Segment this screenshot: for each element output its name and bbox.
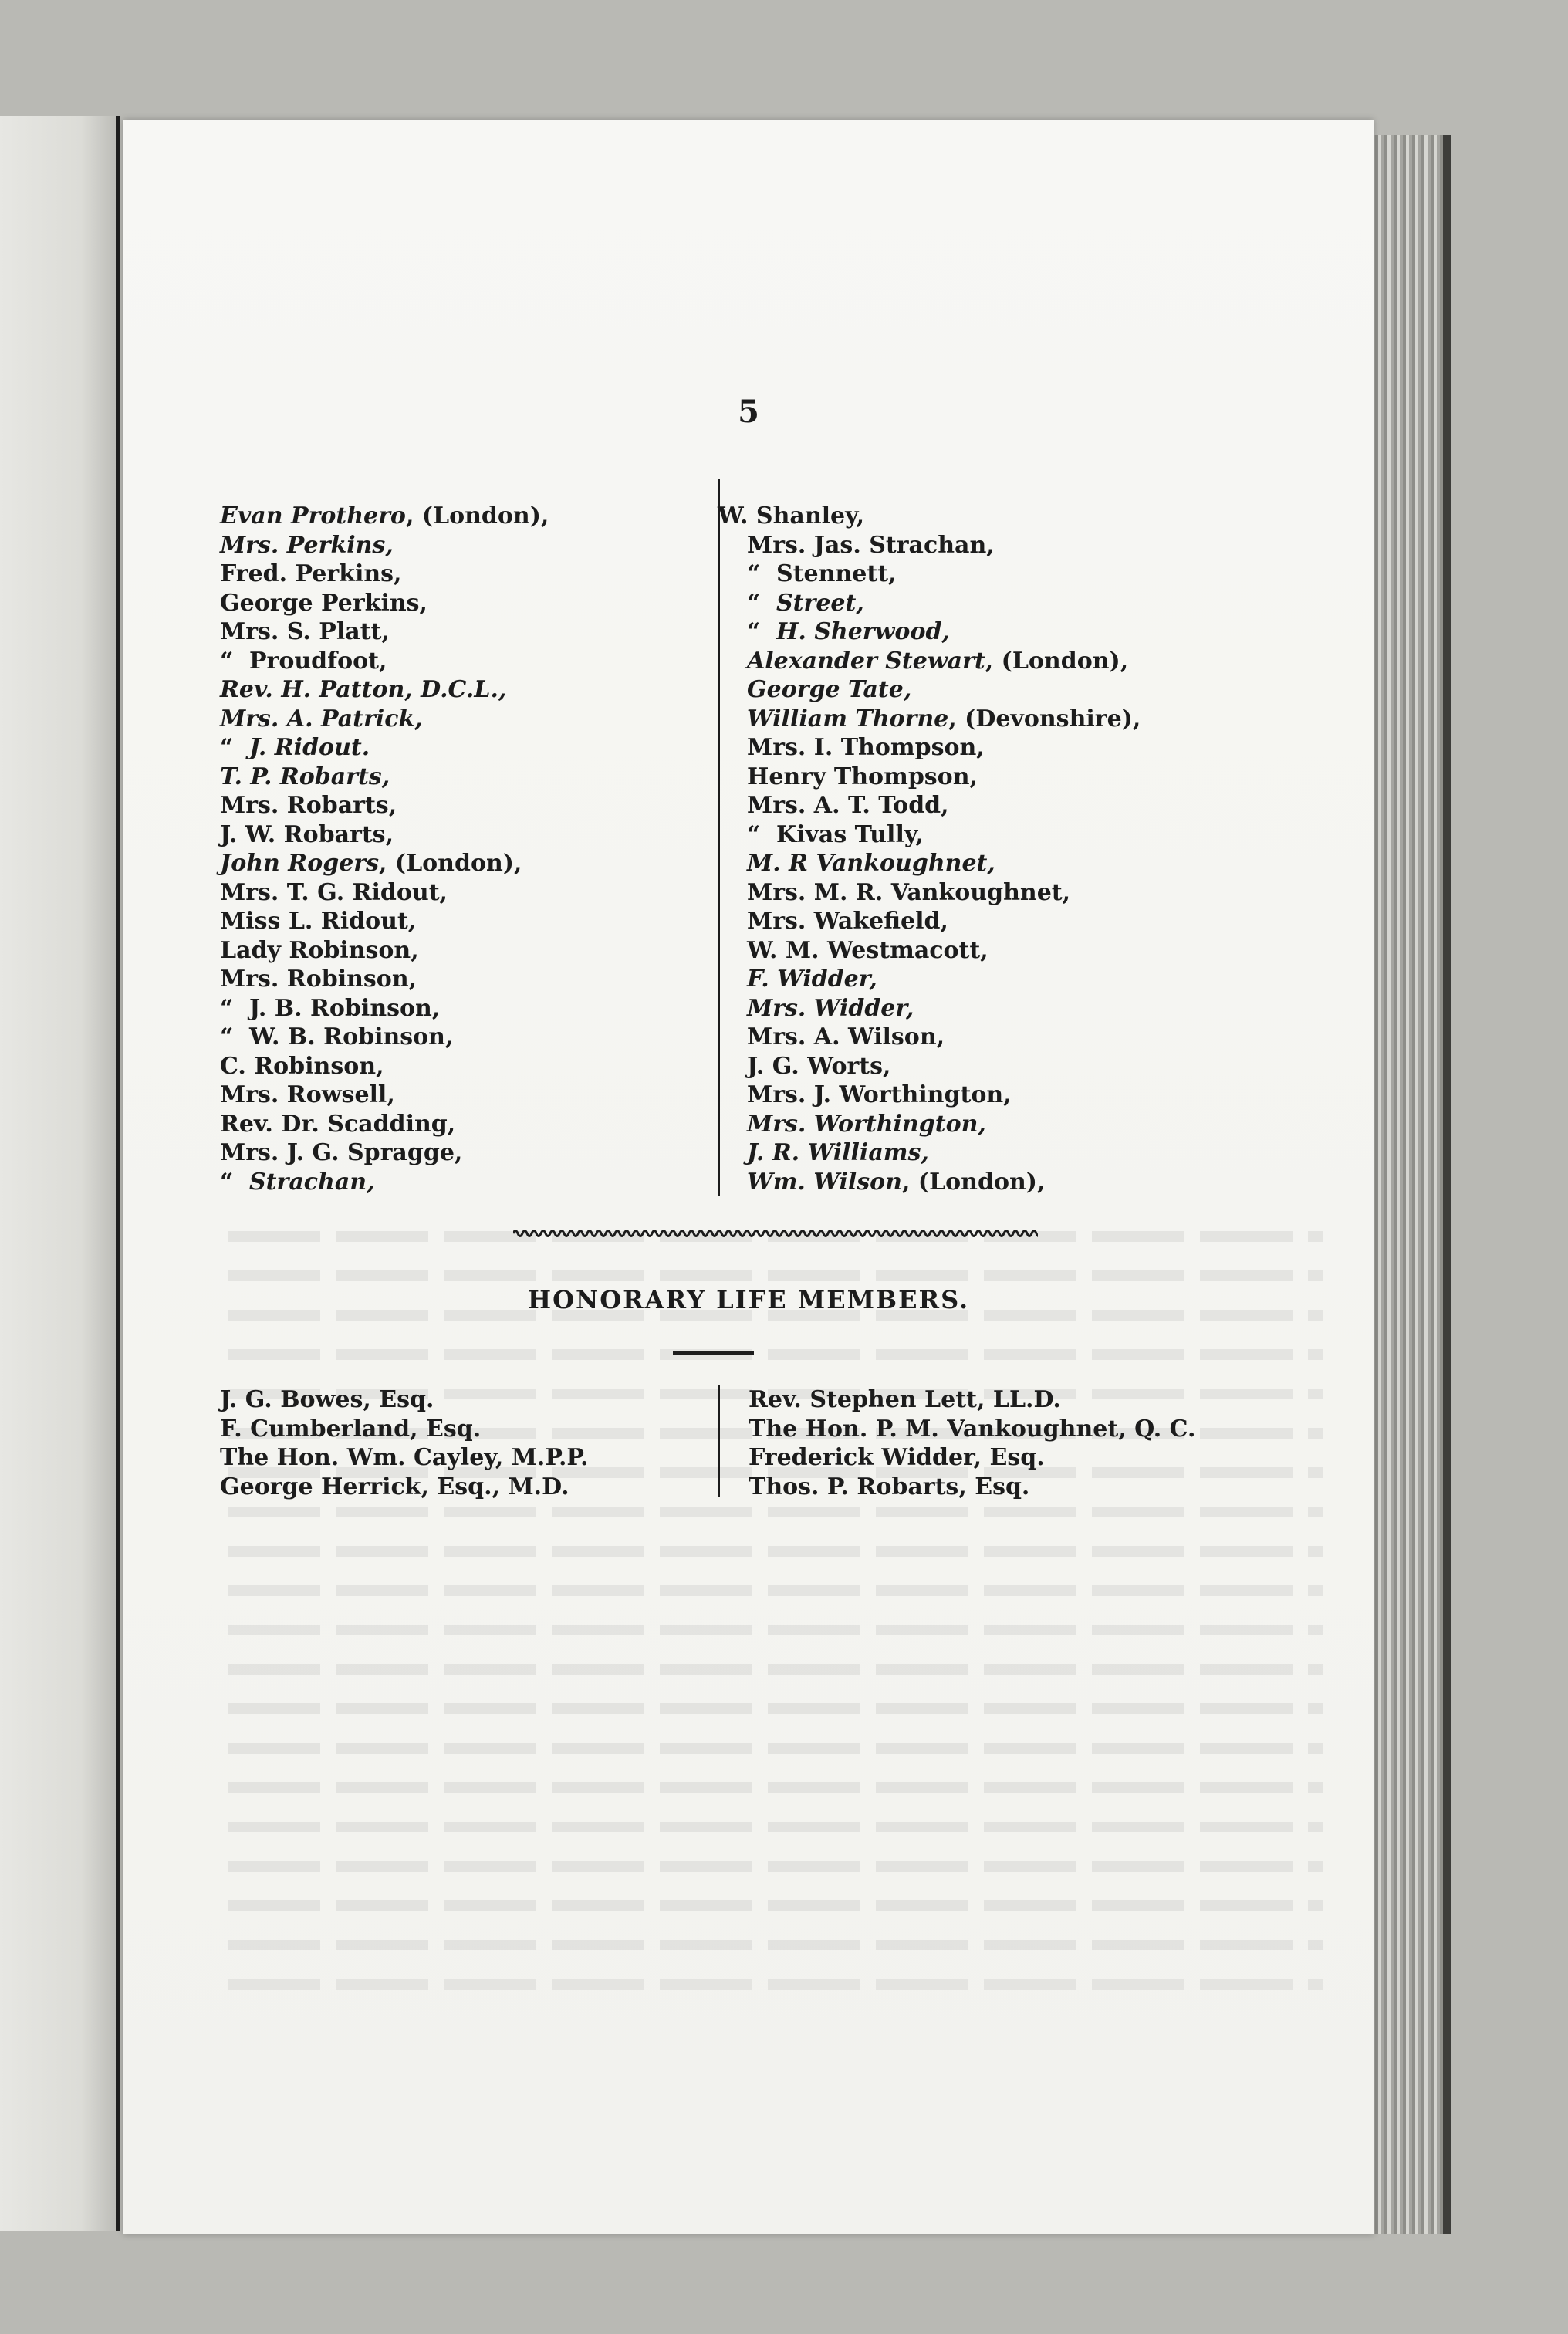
member-name: Mrs. A. Patrick, bbox=[220, 705, 423, 732]
member-entry bbox=[718, 589, 1141, 618]
facing-page-edge bbox=[0, 116, 120, 2231]
member-name: T. P. Robarts, bbox=[220, 763, 390, 790]
members-list-left bbox=[220, 502, 549, 1196]
member-entry bbox=[718, 675, 1141, 705]
member-name: Mrs. J. Worthington, bbox=[747, 1081, 1012, 1108]
member-entry bbox=[718, 733, 1141, 763]
member-name: Mrs. Wakefield, bbox=[747, 908, 948, 935]
member-name: George Perkins, bbox=[220, 589, 428, 617]
member-entry bbox=[718, 936, 1141, 966]
show-through-line bbox=[228, 1743, 1323, 1754]
member-entry bbox=[718, 965, 1141, 994]
member-location: , (London), bbox=[902, 1168, 1046, 1196]
show-through-line bbox=[228, 1349, 1323, 1360]
ditto-mark: “ bbox=[220, 1168, 234, 1196]
section-title: HONORARY LIFE MEMBERS. bbox=[527, 1285, 970, 1314]
ditto-mark: “ bbox=[747, 589, 761, 617]
member-name: M. R Vankoughnet, bbox=[747, 850, 995, 877]
member-entry bbox=[220, 965, 549, 994]
member-entry bbox=[718, 502, 1141, 531]
member-entry bbox=[718, 763, 1141, 792]
show-through-line bbox=[228, 1861, 1323, 1872]
member-name: Proudfoot, bbox=[249, 647, 387, 675]
page-number: 5 bbox=[738, 394, 759, 430]
member-entry bbox=[718, 1138, 1141, 1168]
member-name: Mrs. J. G. Spragge, bbox=[220, 1139, 463, 1166]
member-entry bbox=[718, 1168, 1141, 1197]
honorary-member-entry: Thos. P. Robarts, Esq. bbox=[749, 1473, 1030, 1500]
honorary-member-entry: J. G. Bowes, Esq. bbox=[220, 1386, 434, 1413]
member-entry bbox=[220, 675, 549, 705]
member-entry bbox=[718, 878, 1141, 908]
member-entry bbox=[718, 1023, 1141, 1052]
show-through-line bbox=[228, 1664, 1323, 1675]
member-location: , (London), bbox=[985, 647, 1129, 675]
member-name: Alexander Stewart bbox=[747, 647, 985, 675]
member-entry bbox=[220, 502, 549, 531]
member-name: Mrs. Widder, bbox=[747, 994, 914, 1022]
member-entry bbox=[220, 531, 549, 560]
member-entry bbox=[220, 820, 549, 850]
member-name: H. Sherwood, bbox=[776, 618, 950, 645]
show-through-line bbox=[228, 1822, 1323, 1832]
ditto-mark: “ bbox=[220, 1023, 234, 1050]
member-entry bbox=[220, 994, 549, 1023]
member-entry bbox=[220, 560, 549, 589]
ditto-mark: “ bbox=[220, 994, 234, 1022]
member-location: , (Devonshire), bbox=[948, 705, 1141, 732]
member-entry bbox=[718, 647, 1141, 676]
member-name: Mrs. Jas. Strachan, bbox=[747, 531, 995, 559]
member-entry bbox=[718, 1081, 1141, 1110]
show-through-line bbox=[228, 1507, 1323, 1517]
honorary-column-divider bbox=[718, 1385, 720, 1497]
member-entry bbox=[220, 1023, 549, 1052]
member-location: , (London), bbox=[378, 850, 522, 877]
member-name: William Thorne bbox=[747, 705, 949, 732]
member-entry bbox=[718, 994, 1141, 1023]
member-entry bbox=[220, 936, 549, 966]
member-entry bbox=[718, 849, 1141, 878]
member-name: W. M. Westmacott, bbox=[747, 936, 988, 964]
member-entry bbox=[718, 531, 1141, 560]
member-name: Mrs. Perkins, bbox=[220, 531, 394, 559]
show-through-line bbox=[228, 1703, 1323, 1714]
member-entry bbox=[220, 1138, 549, 1168]
document-page bbox=[123, 120, 1374, 2234]
member-entry bbox=[718, 907, 1141, 936]
wavy-ornament-rule bbox=[513, 1225, 1038, 1242]
member-name: Stennett, bbox=[776, 560, 897, 587]
member-entry bbox=[718, 820, 1141, 850]
member-name: Rev. H. Patton, D.C.L., bbox=[220, 676, 507, 703]
ditto-mark: “ bbox=[747, 618, 761, 645]
member-entry bbox=[220, 1052, 549, 1081]
member-name: J. Ridout. bbox=[249, 734, 370, 761]
honorary-member-entry: Rev. Stephen Lett, LL.D. bbox=[749, 1386, 1061, 1413]
member-name: Mrs. Worthington, bbox=[747, 1110, 986, 1138]
member-name: John Rogers bbox=[220, 850, 379, 877]
member-name: Street, bbox=[776, 589, 864, 617]
member-name: J. R. Williams, bbox=[747, 1139, 929, 1166]
member-entry bbox=[718, 1110, 1141, 1139]
show-through-line bbox=[228, 1979, 1323, 1990]
member-entry bbox=[220, 791, 549, 820]
member-name: Lady Robinson, bbox=[220, 936, 419, 964]
member-entry bbox=[220, 878, 549, 908]
member-name: George Tate, bbox=[747, 676, 912, 703]
member-name: Strachan, bbox=[249, 1168, 375, 1196]
member-entry bbox=[220, 849, 549, 878]
member-name: W. Shanley, bbox=[718, 502, 865, 529]
ditto-mark: “ bbox=[747, 560, 761, 587]
member-name: Mrs. A. T. Todd, bbox=[747, 792, 949, 819]
member-entry bbox=[718, 560, 1141, 589]
member-entry bbox=[718, 705, 1141, 734]
member-entry bbox=[220, 705, 549, 734]
member-name: Mrs. T. G. Ridout, bbox=[220, 878, 448, 906]
member-entry bbox=[220, 1081, 549, 1110]
member-name: Mrs. M. R. Vankoughnet, bbox=[747, 878, 1071, 906]
member-name: C. Robinson, bbox=[220, 1052, 384, 1080]
member-name: Mrs. A. Wilson, bbox=[747, 1023, 945, 1050]
member-name: Wm. Wilson bbox=[747, 1168, 902, 1196]
member-entry bbox=[718, 617, 1141, 647]
member-name: Fred. Perkins, bbox=[220, 560, 402, 587]
member-entry bbox=[220, 763, 549, 792]
member-name: Miss L. Ridout, bbox=[220, 908, 417, 935]
show-through-line bbox=[228, 1546, 1323, 1557]
honorary-member-entry: The Hon. Wm. Cayley, M.P.P. bbox=[220, 1444, 589, 1471]
member-entry bbox=[220, 589, 549, 618]
honorary-member-entry: George Herrick, Esq., M.D. bbox=[220, 1473, 569, 1500]
member-entry bbox=[220, 907, 549, 936]
show-through-line bbox=[228, 1625, 1323, 1635]
show-through-line bbox=[228, 1940, 1323, 1950]
member-name: J. B. Robinson, bbox=[249, 994, 441, 1022]
member-name: Mrs. Robinson, bbox=[220, 966, 417, 993]
honorary-member-entry: The Hon. P. M. Vankoughnet, Q. C. bbox=[749, 1415, 1196, 1443]
member-name: J. G. Worts, bbox=[747, 1052, 891, 1080]
member-entry bbox=[220, 733, 549, 763]
member-entry bbox=[718, 1052, 1141, 1081]
member-name: W. B. Robinson, bbox=[249, 1023, 454, 1050]
ditto-mark: “ bbox=[220, 647, 234, 675]
page-stack-edge bbox=[1366, 135, 1451, 2234]
member-name: F. Widder, bbox=[747, 966, 877, 993]
ditto-mark: “ bbox=[747, 820, 761, 848]
show-through-line bbox=[228, 1782, 1323, 1793]
member-name: J. W. Robarts, bbox=[220, 820, 394, 848]
member-entry bbox=[718, 791, 1141, 820]
member-name: Henry Thompson, bbox=[747, 763, 978, 790]
honorary-member-entry: F. Cumberland, Esq. bbox=[220, 1415, 482, 1443]
member-name: Mrs. Robarts, bbox=[220, 792, 397, 819]
member-entry bbox=[220, 1110, 549, 1139]
show-through-line bbox=[228, 1585, 1323, 1596]
member-name: Mrs. I. Thompson, bbox=[747, 734, 985, 761]
members-list-right bbox=[718, 502, 1141, 1196]
member-entry bbox=[220, 1168, 549, 1197]
honorary-list-right bbox=[749, 1385, 1195, 1501]
honorary-member-entry: Frederick Widder, Esq. bbox=[749, 1444, 1045, 1471]
member-entry bbox=[220, 617, 549, 647]
member-name: Mrs. S. Platt, bbox=[220, 618, 390, 645]
member-name: Rev. Dr. Scadding, bbox=[220, 1110, 456, 1138]
ditto-mark: “ bbox=[220, 734, 234, 761]
member-location: , (London), bbox=[405, 502, 549, 529]
member-name: Evan Prothero bbox=[220, 502, 406, 529]
section-rule bbox=[673, 1351, 754, 1355]
show-through-line bbox=[228, 1900, 1323, 1911]
member-entry bbox=[220, 647, 549, 676]
show-through-text bbox=[228, 1200, 1323, 2204]
show-through-line bbox=[228, 1270, 1323, 1281]
honorary-list-left bbox=[220, 1385, 588, 1501]
member-name: Mrs. Rowsell, bbox=[220, 1081, 395, 1108]
member-name: Kivas Tully, bbox=[776, 820, 924, 848]
